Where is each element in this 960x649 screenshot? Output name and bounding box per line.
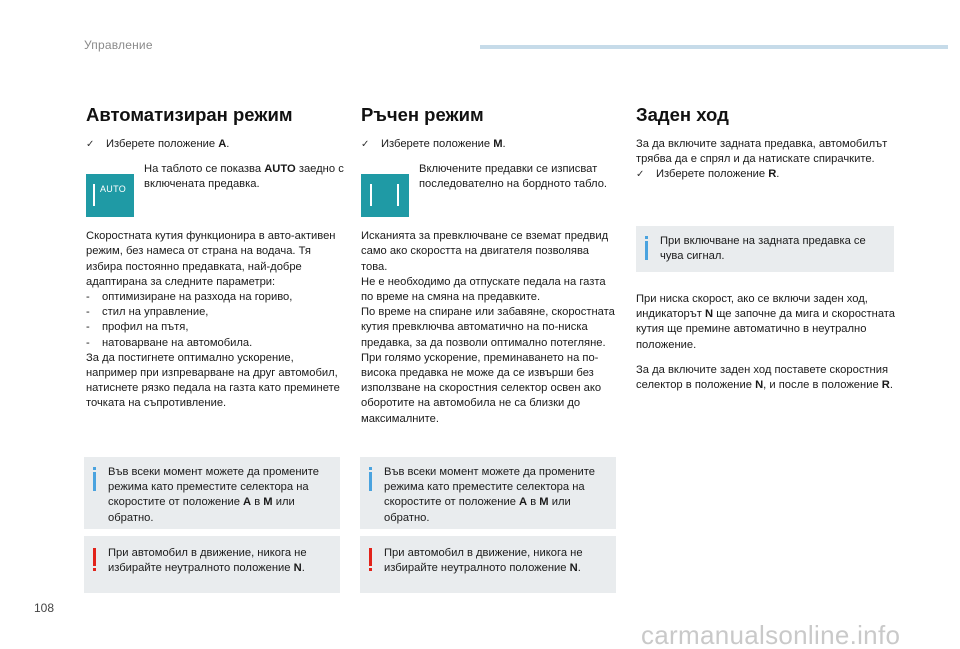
manual-para-3: По време на спиране или забавяне, скоростната кутия превключва автоматично на по-ниска предавка, за да позволи оптимално потегляне. — [361, 306, 615, 349]
manual-warning-box: При автомобил в движение, никога не избирайте неутралното положение N. — [360, 536, 616, 593]
manual-para-1: Исканията за превключване се вземат предвид само ако скоростта на двигателя позволява това. — [361, 230, 609, 273]
warning-icon — [369, 548, 372, 572]
list-item: - оптимизиране на разхода на гориво, — [86, 291, 293, 304]
auto-info-box: Във всеки момент можете да промените режима като преместите селектора на скоростите от положение A в M или обратно. — [84, 457, 340, 529]
manual-display-row — [361, 162, 617, 217]
arrow-right-icon: ✓ — [86, 139, 95, 150]
arrow-right-icon: ✓ — [636, 169, 645, 181]
auto-body-intro: Скоростната кутия функционира в авто-активен режим, без намеса от страна на водача. Тя избира постоянно предавката, най-добре адаптирана за следните параметри: — [86, 230, 336, 288]
manual-mode-step: ✓ Изберете положение M. — [361, 137, 617, 152]
reverse-column — [636, 104, 896, 193]
manual-display-text: Включените предавки се изписват последователно на бордното табло. — [419, 163, 608, 191]
auto-indicator-icon: AUTO — [86, 174, 134, 217]
auto-mode-heading: Автоматизиран режим — [86, 104, 293, 125]
info-icon — [645, 236, 648, 260]
info-icon — [369, 467, 372, 491]
auto-mode-step: ✓ Изберете положение A. — [86, 137, 344, 152]
manual-info-box: Във всеки момент можете да промените режима като преместите селектора на скоростите от положение A в M или обратно. — [360, 457, 616, 529]
manual-para-2: Не е необходимо да отпускате педала на газта по време на смяна на предавките. — [361, 275, 606, 304]
header-bar — [480, 45, 948, 49]
reverse-intro: За да включите задната предавка, автомобилът трябва да е спрял и да натискате спирачките. — [636, 138, 888, 166]
auto-mode-column — [86, 104, 344, 412]
reverse-step: ✓ Изберете положение R. — [636, 167, 896, 182]
auto-body-outro: За да постигнете оптимално ускорение, например при изпреварване на друг автомобил, натиснете рязко педала на газта като преминете точката на съпротивление. — [86, 351, 340, 410]
reverse-heading: Заден ход — [636, 104, 729, 125]
reverse-paragraphs — [636, 292, 896, 393]
reverse-para-1: При ниска скорост, ако се включи заден ход, индикаторът N ще започне да мига и скоростната кутия ще премине автоматично в неутрално положение. — [636, 293, 896, 351]
page-number: 108 — [34, 601, 55, 615]
list-item: - натоварване на автомобила. — [86, 336, 253, 349]
list-item: - профил на пътя, — [86, 321, 189, 334]
auto-display-row — [86, 162, 344, 217]
list-item: - стил на управление, — [86, 306, 209, 319]
reverse-para-2: За да включите заден ход поставете скоростния селектор в положение N, и после в положение R. — [636, 363, 893, 392]
section-title: Управление — [84, 38, 153, 52]
arrow-right-icon: ✓ — [361, 139, 370, 150]
reverse-info-box: При включване на задната предавка се чува сигнал. — [636, 226, 894, 272]
manual-para-4: При голямо ускорение, преминаването на по-висока предавка не може да се извърши без използване на скоростния селектор освен ако оборотите на автомобила не са близки до максималните. — [361, 351, 602, 425]
warning-icon — [93, 548, 96, 572]
manual-mode-column — [361, 104, 617, 427]
manual-indicator-icon — [361, 174, 409, 217]
info-icon — [93, 467, 96, 491]
manual-mode-heading: Ръчен режим — [361, 104, 484, 125]
auto-warning-box: При автомобил в движение, никога не избирайте неутралното положение N. — [84, 536, 340, 593]
watermark: carmanualsonline.info — [641, 620, 901, 649]
auto-display-text: На таблото се показва AUTO заедно с включената предавка. — [144, 163, 344, 191]
